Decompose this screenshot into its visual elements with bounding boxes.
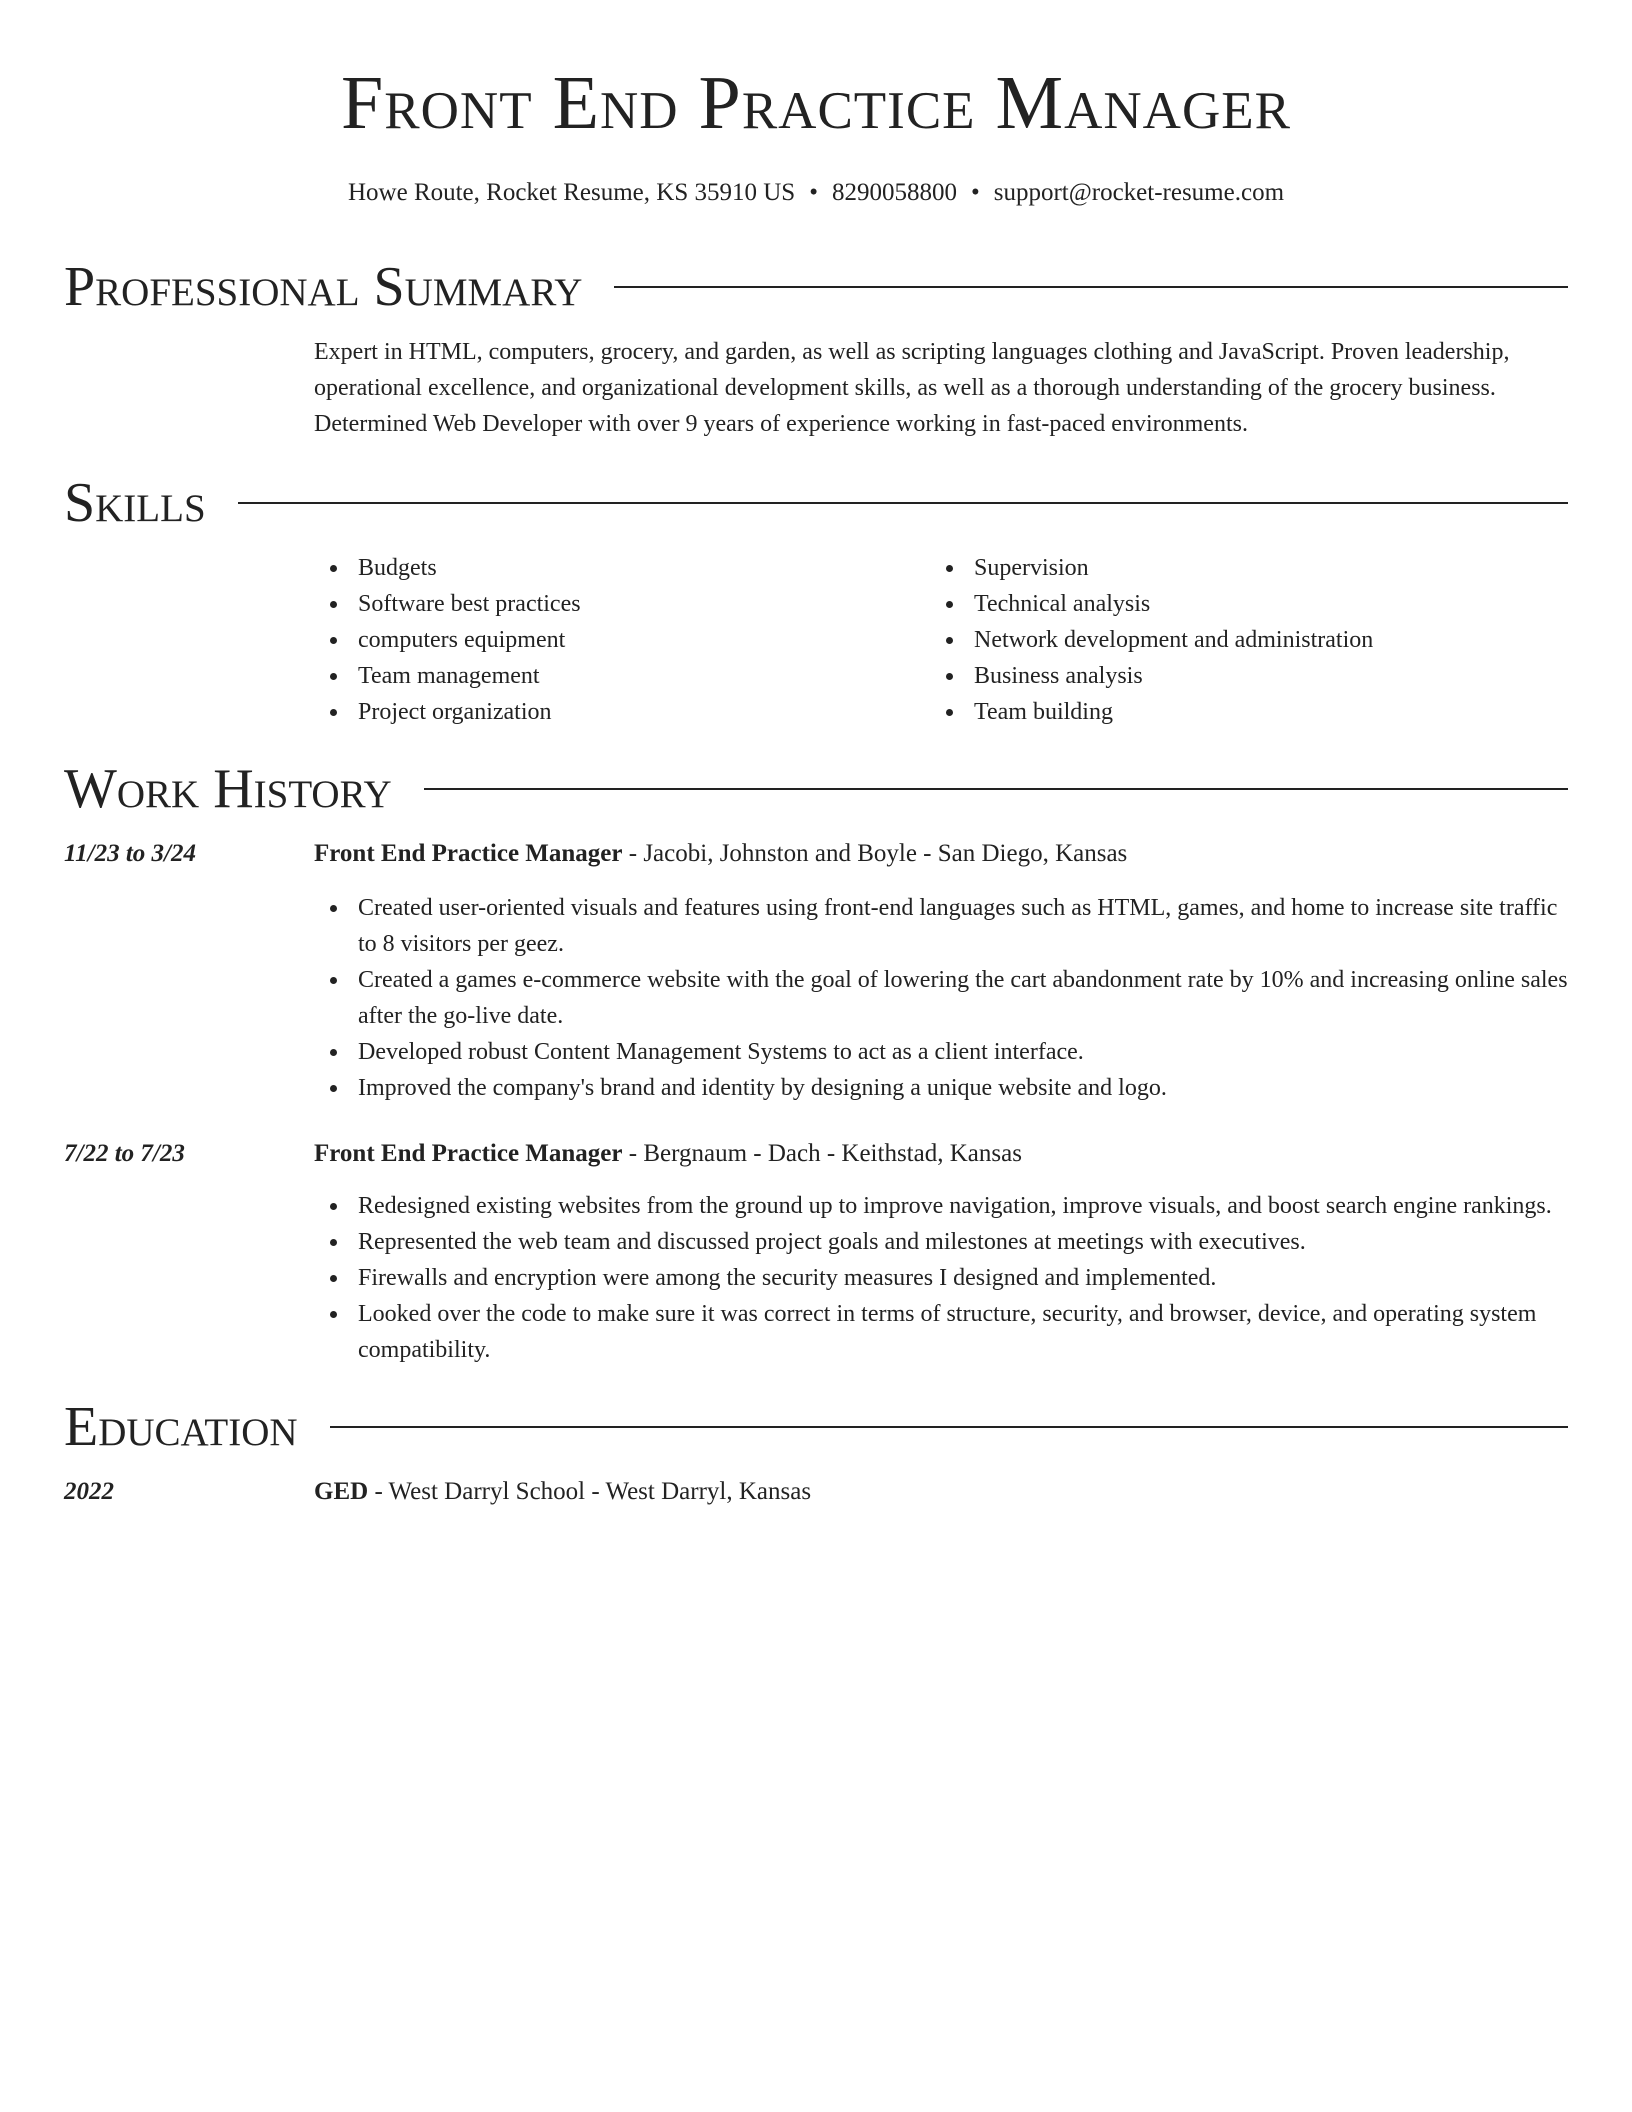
summary-section-title: Professional Summary (64, 256, 583, 318)
job-dates: 7/22 to 7/23 (64, 1140, 185, 1167)
skills-section-header (64, 470, 1568, 536)
job-bullet: Developed robust Content Management Systems to act as a client interface. (314, 1034, 1568, 1070)
contact-phone: 8290058800 (831, 179, 957, 206)
education-line (314, 1474, 1568, 1510)
skill-item: Project organization (314, 694, 930, 730)
skill-item: computers equipment (314, 622, 930, 658)
job-bullet: Improved the company's brand and identity by designing a unique website and logo. (314, 1070, 1568, 1106)
job-bullet: Looked over the code to make sure it was correct in terms of structure, security, and browser, device, and operating system compatibility. (314, 1296, 1568, 1368)
skill-item: Team building (930, 694, 1546, 730)
job-bullet: Redesigned existing websites from the ground up to improve navigation, improve visuals, and boost search engine rankings. (314, 1188, 1568, 1224)
skill-item: Technical analysis (930, 586, 1546, 622)
job-bullet: Created a games e-commerce website with the goal of lowering the cart abandonment rate by 10% and increasing online sales after the go-live date. (314, 962, 1568, 1034)
section-divider (238, 502, 1568, 504)
skill-item: Software best practices (314, 586, 930, 622)
skill-item: Budgets (314, 550, 930, 586)
section-divider (424, 788, 1568, 790)
education-section-title: Education (64, 1396, 298, 1458)
summary-spacer (64, 334, 314, 442)
job-position: Front End Practice Manager (314, 1140, 623, 1167)
skills-row (64, 536, 1568, 730)
job-bullets (314, 890, 1568, 1106)
education-year: 2022 (64, 1478, 114, 1505)
skills-section-title: Skills (64, 472, 206, 534)
job-bullet: Firewalls and encryption were among the security measures I designed and implemented. (314, 1260, 1568, 1296)
job-company: - Bergnaum - Dach - Keithstad, Kansas (622, 1140, 1022, 1167)
contact-separator: • (970, 179, 980, 206)
contact-address: Howe Route, Rocket Resume, KS 35910 US (347, 179, 796, 206)
education-section-header (64, 1394, 1568, 1460)
contact-email: support@rocket-resume.com (993, 179, 1285, 206)
work-section-header (64, 756, 1568, 822)
contact-line (64, 176, 1568, 210)
job-bullets (314, 1188, 1568, 1368)
job-bullet: Represented the web team and discussed project goals and milestones at meetings with executives. (314, 1224, 1568, 1260)
summary-row (64, 334, 1568, 442)
job-body (314, 1136, 1568, 1368)
job-entry (64, 1136, 1568, 1368)
job-position: Front End Practice Manager (314, 840, 623, 867)
job-title-line (314, 836, 1568, 872)
education-degree: GED (314, 1478, 369, 1505)
job-body (314, 836, 1568, 1106)
work-section-title: Work History (64, 758, 392, 820)
skills-list-left (314, 550, 930, 730)
skill-item: Team management (314, 658, 930, 694)
job-bullet: Created user-oriented visuals and features using front-end languages such as HTML, games, and home to increase site traffic to 8 visitors per geez. (314, 890, 1568, 962)
job-dates: 11/23 to 3/24 (64, 840, 196, 867)
education-school: - West Darryl School - West Darryl, Kansas (368, 1478, 812, 1505)
skills-list-right (930, 550, 1546, 730)
summary-text: Expert in HTML, computers, grocery, and garden, as well as scripting languages clothing and JavaScript. Proven leadership, operational excellence, and organizational development skills, as well as a thorough understanding of the grocery business. Determined Web Developer with over 9 years of experience working in fast-paced environments. (314, 339, 1510, 437)
job-title-line (314, 1136, 1568, 1172)
education-entry (64, 1474, 1568, 1510)
skills-spacer (64, 536, 314, 730)
job-company: - Jacobi, Johnston and Boyle - San Diego, Kansas (622, 840, 1128, 867)
summary-section-header (64, 254, 1568, 320)
section-divider (614, 286, 1568, 288)
resume-name: Front End Practice Manager (341, 61, 1291, 145)
skill-item: Network development and administration (930, 622, 1546, 658)
job-entry (64, 836, 1568, 1106)
contact-separator: • (809, 179, 818, 206)
skill-item: Business analysis (930, 658, 1546, 694)
section-divider (330, 1426, 1568, 1428)
skills-grid (314, 550, 1568, 730)
skill-item: Supervision (930, 550, 1546, 586)
